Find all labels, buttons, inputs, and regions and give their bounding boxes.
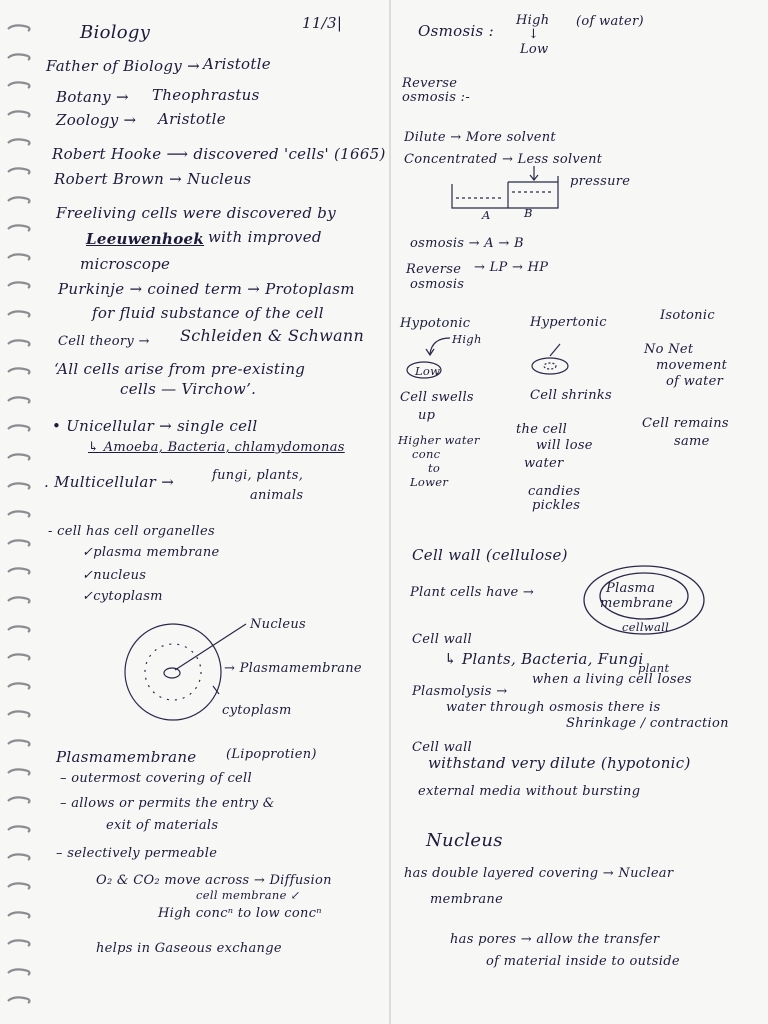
binding-ring [6, 79, 32, 93]
binding-ring [6, 165, 32, 179]
hypertonic-result-6: pickles [532, 498, 581, 513]
hypertonic-result-5: candies [528, 484, 581, 499]
multicellular-note: . Multicellular → [44, 473, 175, 491]
binding-ring [6, 651, 32, 665]
binding-ring [6, 680, 32, 694]
nucleus-line-1b: membrane [430, 892, 504, 907]
binding-ring [6, 623, 32, 637]
binding-ring [6, 565, 32, 579]
binding-ring [6, 737, 32, 751]
osmosis-direction: osmosis → A → B [410, 236, 524, 251]
hooke-note: Robert Hooke ⟶ discovered 'cells' (1665) [52, 145, 386, 163]
hypotonic-low: Low [415, 364, 441, 378]
botany-label: Botany → [56, 88, 129, 106]
concentrated-note: Concentrated → Less solvent [404, 152, 603, 167]
binding-ring [6, 251, 32, 265]
spiral-binding [0, 0, 36, 1024]
binding-ring [6, 508, 32, 522]
purkinje-note: Purkinje → coined term → Protoplasm [58, 280, 355, 298]
plant-cells-note: Plant cells have → [410, 585, 535, 600]
nucleus-line-2b: of material inside to outside [486, 954, 680, 969]
hypertonic-result-4: water [524, 456, 564, 471]
osmosis-high: High [516, 13, 550, 28]
ring-label-membrane: membrane [600, 596, 674, 611]
virchow-line-1: ‘All cells arise from pre-existing [54, 360, 306, 378]
reverse-lp-hp: → LP → HP [474, 260, 549, 275]
zoology-label: Zoology → [56, 111, 137, 129]
plasmolysis-label: Plasmolysis → [412, 684, 508, 699]
binding-ring [6, 851, 32, 865]
binding-ring [6, 194, 32, 208]
osmosis-low: Low [520, 42, 549, 57]
binding-ring [6, 480, 32, 494]
binding-ring [6, 880, 32, 894]
hypotonic-result-6: Lower [410, 475, 449, 489]
hypotonic-result-4: conc [412, 447, 441, 461]
pm-point-2: – allows or permits the entry & [60, 796, 275, 811]
pressure-label: pressure [570, 174, 631, 189]
plasmolysis-plant: plant [638, 661, 670, 675]
hypertonic-result-3: will lose [536, 438, 593, 453]
multicellular-examples-1: fungi, plants, [212, 468, 304, 483]
pm-point-5: helps in Gaseous exchange [96, 941, 282, 956]
binding-ring [6, 308, 32, 322]
father-label: Father of Biology → [46, 57, 200, 75]
unicellular-examples: ↳ Amoeba, Bacteria, chlamydomonas [88, 440, 345, 455]
isotonic-result-1: Cell remains [642, 416, 729, 431]
hypertonic-heading: Hypertonic [530, 315, 607, 330]
zoology-value: Aristotle [158, 110, 226, 128]
nucleus-heading: Nucleus [426, 830, 503, 851]
hypertonic-result-2: the cell [516, 422, 568, 437]
isotonic-heading: Isotonic [660, 308, 715, 323]
reverse-lp-label: Reverse [406, 262, 462, 277]
ring-label-cellwall: cellwall [622, 620, 670, 634]
binding-ring [6, 594, 32, 608]
plasmolysis-line-b: when a living cell loses [532, 672, 692, 687]
binding-ring [6, 766, 32, 780]
plasmamembrane-subtitle: (Lipoprotien) [226, 747, 317, 762]
multicellular-examples-2: animals [250, 488, 304, 503]
nucleus-line-1: has double layered covering → Nuclear [404, 866, 674, 881]
organelle-cytoplasm: ✓cytoplasm [82, 589, 163, 604]
cellwall-sub-heading: Cell wall [412, 632, 472, 647]
pm-point-1: – outermost covering of cell [60, 771, 252, 786]
reverse-osmosis-label-b: osmosis :- [402, 90, 471, 105]
binding-ring [6, 108, 32, 122]
isotonic-note-1: No Net [644, 342, 694, 357]
page-title: Biology [80, 22, 151, 43]
binding-ring [6, 422, 32, 436]
down-arrow-icon: ↓ [528, 27, 540, 42]
binding-ring [6, 966, 32, 980]
organelle-nucleus: ✓nucleus [82, 568, 147, 583]
pm-point-4c: High concⁿ to low concⁿ [158, 906, 322, 921]
cellwall-heading: Cell wall (cellulose) [412, 546, 568, 564]
binding-ring [6, 823, 32, 837]
binding-ring [6, 708, 32, 722]
freeliving-note: Freeliving cells were discovered by [56, 204, 336, 222]
hypotonic-heading: Hypotonic [400, 316, 471, 331]
brown-note: Robert Brown → Nucleus [54, 170, 252, 188]
binding-ring [6, 22, 32, 36]
hypertonic-drawing [532, 344, 568, 374]
pm-point-3: – selectively permeable [56, 846, 218, 861]
binding-ring [6, 279, 32, 293]
reverse-osmosis-label: Reverse [402, 76, 458, 91]
binding-ring [6, 994, 32, 1008]
binding-ring [6, 937, 32, 951]
reverse-lp-label-b: osmosis [410, 277, 465, 292]
hypotonic-result-2: up [418, 408, 436, 423]
binding-ring [6, 537, 32, 551]
binding-ring [6, 451, 32, 465]
diagram-label-cytoplasm: cytoplasm [222, 703, 292, 718]
binding-ring [6, 794, 32, 808]
hypertonic-cell-diagram [526, 340, 576, 380]
hypertonic-result-1: Cell shrinks [530, 388, 613, 403]
diagram-label-plasmamembrane: → Plasmamembrane [224, 661, 362, 676]
pm-point-4a: O₂ & CO₂ move across → Diffusion [96, 873, 332, 888]
label-b: B [524, 206, 533, 220]
microscope-text: microscope [80, 255, 171, 273]
diagram-label-nucleus: Nucleus [250, 617, 307, 632]
plasmolysis-line-d: Shrinkage / contraction [566, 716, 729, 731]
hypotonic-high: High [452, 332, 482, 346]
osmosis-tank-diagram [448, 164, 578, 220]
osmosis-note: (of water) [576, 14, 644, 29]
organelles-heading: - cell has cell organelles [48, 524, 215, 539]
tank-drawing [452, 166, 558, 208]
binding-ring [6, 222, 32, 236]
cellwall-third-line-c: external media without bursting [418, 784, 641, 799]
binding-ring [6, 365, 32, 379]
nucleus-line-2: has pores → allow the transfer [450, 932, 660, 947]
cellwall-third-line-b: withstand very dilute (hypotonic) [428, 754, 691, 772]
plasmamembrane-heading: Plasmamembrane [56, 748, 197, 766]
date: 11/3| [302, 14, 343, 32]
osmosis-label: Osmosis : [418, 22, 494, 40]
leeuwenhoek-text: Leeuwenhoek [86, 230, 205, 248]
pm-point-2b: exit of materials [106, 818, 219, 833]
fluid-note: for fluid substance of the cell [92, 304, 324, 322]
ring-label-plasma: Plasma [606, 581, 656, 596]
cell-theory-value: Schleiden & Schwann [180, 326, 365, 345]
binding-ring [6, 51, 32, 65]
botany-value: Theophrastus [152, 86, 260, 104]
hypotonic-result-3: Higher water [398, 433, 480, 447]
isotonic-note-2: movement [656, 358, 728, 373]
virchow-line-2: cells — Virchow’. [120, 380, 257, 398]
isotonic-note-3: of water [666, 374, 724, 389]
unicellular-note: • Unicellular → single cell [52, 417, 258, 435]
binding-ring [6, 337, 32, 351]
plasmolysis-line-c: water through osmosis there is [446, 700, 661, 715]
cellwall-third-heading: Cell wall [412, 740, 472, 755]
hypotonic-result-1: Cell swells [400, 390, 474, 405]
page-fold [389, 0, 391, 1024]
binding-ring [6, 909, 32, 923]
hypotonic-result-5: to [428, 461, 441, 475]
cell-theory-label: Cell theory → [58, 334, 150, 349]
pm-point-4b: cell membrane ↙ [196, 888, 301, 902]
label-a: A [482, 208, 491, 222]
organelle-plasma-membrane: ✓plasma membrane [82, 545, 220, 560]
dilute-note: Dilute → More solvent [404, 130, 556, 145]
binding-ring [6, 394, 32, 408]
binding-ring [6, 136, 32, 150]
isotonic-result-2: same [674, 434, 710, 449]
father-value: Aristotle [203, 55, 271, 73]
with-improved-text: with improved [208, 228, 322, 246]
cellwall-organisms: ↳ Plants, Bacteria, Fungi [444, 650, 644, 668]
